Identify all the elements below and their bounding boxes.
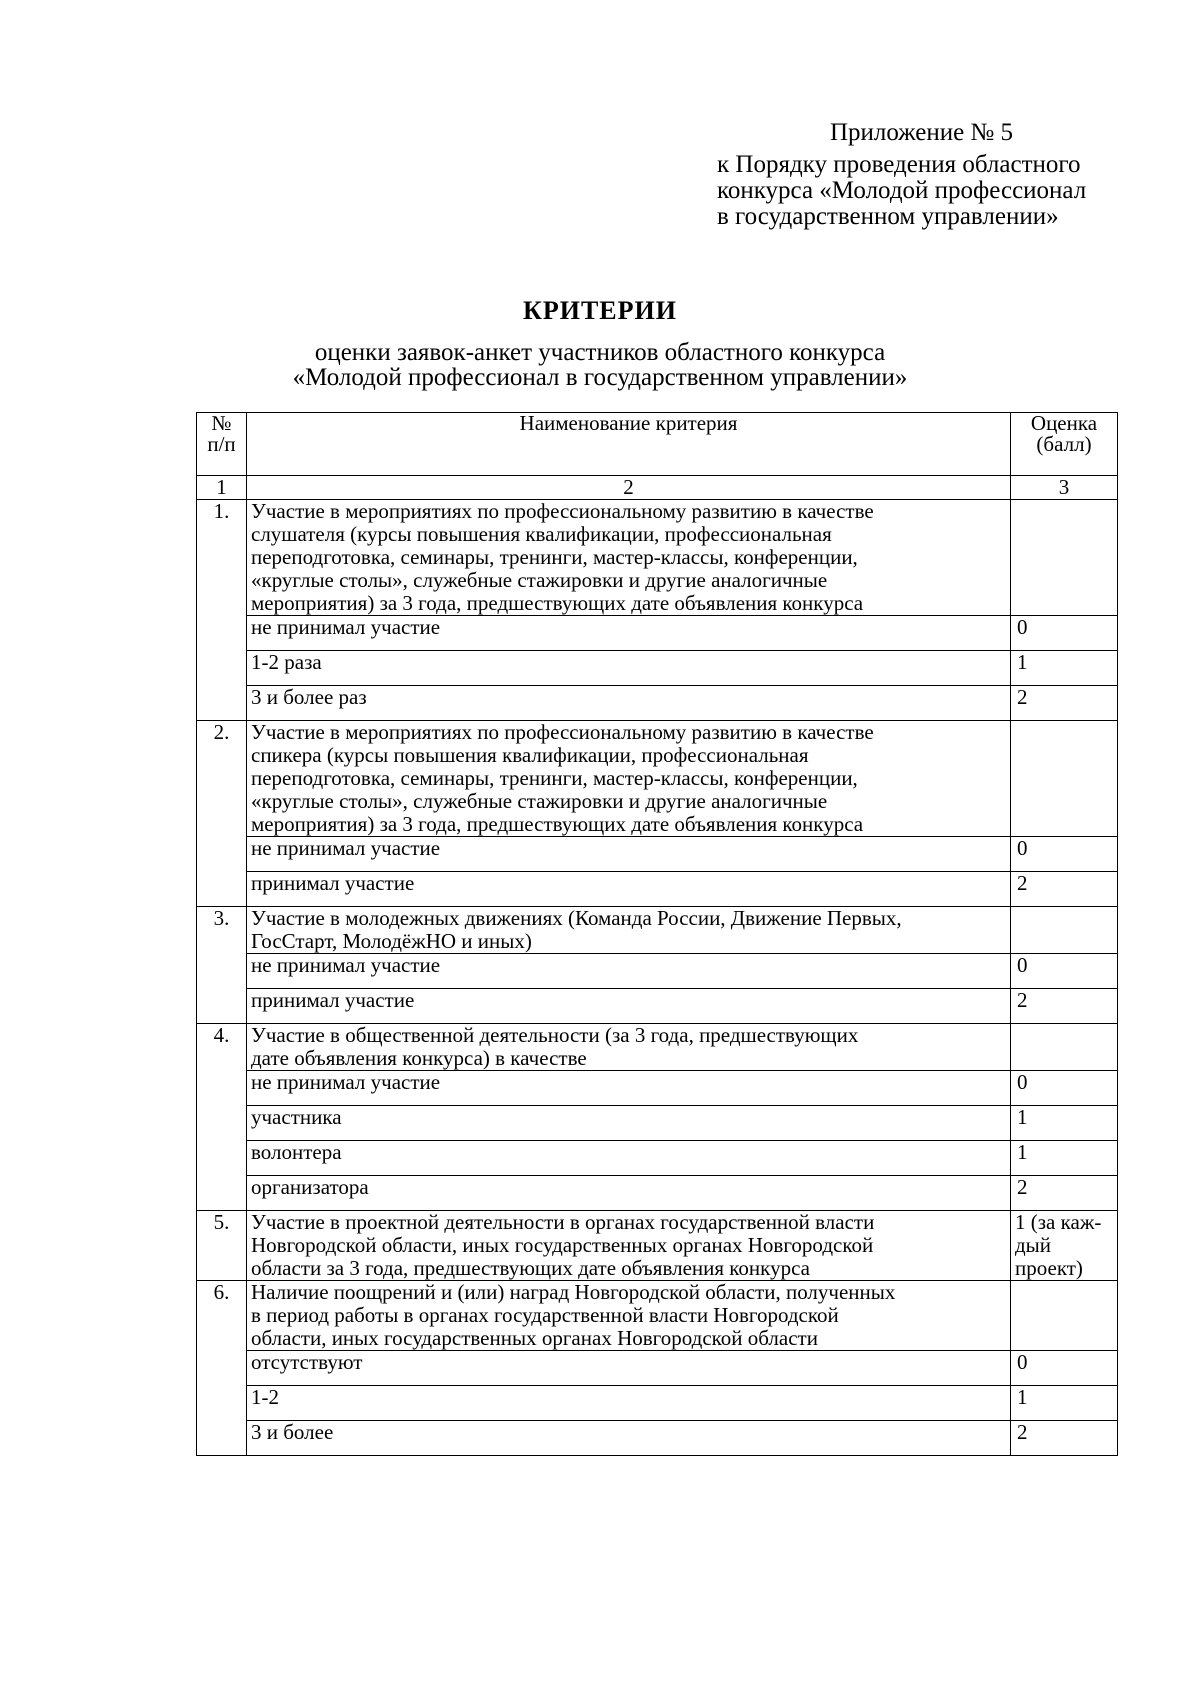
option-row [197, 1071, 1118, 1106]
header-score [1011, 413, 1118, 476]
criterion-text-line: слушателя (курсы повышения квалификации, профессиональная [251, 522, 832, 546]
criterion-text-line: переподготовка, семинары, тренинги, мастер-классы, конференции, [251, 766, 858, 790]
criterion-score [1011, 1024, 1118, 1071]
criterion-text-line: Участие в молодежных движениях (Команда России, Движение Первых, [251, 906, 902, 930]
option-row [197, 686, 1118, 721]
option-label: участника [247, 1106, 1011, 1141]
appendix-line: к Порядку проведения областного [717, 151, 1081, 178]
criterion-text-line: Участие в мероприятиях по профессиональному развитию в качестве [251, 499, 874, 523]
criterion-text-line: области, иных государственных органах Новгородской области [251, 1326, 818, 1350]
criterion-text-line: дате объявления конкурса) в качестве [251, 1046, 587, 1070]
criterion-text-line: Участие в общественной деятельности (за 3 года, предшествующих [251, 1023, 859, 1047]
option-label: отсутствуют [247, 1351, 1011, 1386]
index-cell: 1 [197, 476, 247, 500]
option-score: 1 [1011, 1141, 1118, 1176]
option-row [197, 872, 1118, 907]
option-row [197, 651, 1118, 686]
appendix-block [717, 120, 1177, 230]
option-label: не принимал участие [247, 1071, 1011, 1106]
criterion-text [247, 721, 1011, 837]
criterion-score-line: 1 (за каж- [1015, 1210, 1102, 1234]
option-label: принимал участие [247, 989, 1011, 1024]
option-row [197, 954, 1118, 989]
criterion-row [197, 1211, 1118, 1281]
option-label: принимал участие [247, 872, 1011, 907]
option-label: волонтера [247, 1141, 1011, 1176]
option-score: 1 [1011, 1106, 1118, 1141]
option-row [197, 1141, 1118, 1176]
option-row [197, 837, 1118, 872]
option-label: 1-2 раза [247, 651, 1011, 686]
criterion-text-line: мероприятия) за 3 года, предшествующих дате объявления конкурса [251, 812, 864, 836]
option-score: 2 [1011, 1176, 1118, 1211]
document-title: КРИТЕРИИ [523, 296, 677, 325]
header-num-abbr: п/п [207, 432, 236, 456]
criterion-score [1011, 907, 1118, 954]
index-cell: 2 [247, 476, 1011, 500]
criterion-number: 4. [197, 1024, 247, 1211]
option-score: 0 [1011, 954, 1118, 989]
criterion-text [247, 500, 1011, 616]
criterion-score-line: проект) [1015, 1256, 1083, 1280]
option-label: не принимал участие [247, 616, 1011, 651]
header-num [197, 413, 247, 476]
option-row [197, 1106, 1118, 1141]
criterion-text-line: ГосСтарт, МолодёжНО и иных) [251, 929, 532, 953]
criterion-row [197, 500, 1118, 616]
option-score: 0 [1011, 837, 1118, 872]
criterion-text-line: переподготовка, семинары, тренинги, мастер-классы, конференции, [251, 545, 858, 569]
option-row [197, 616, 1118, 651]
criterion-text [247, 907, 1011, 954]
criteria-table [196, 412, 1118, 1456]
criterion-score-line: дый [1015, 1233, 1052, 1257]
criterion-text-line: Наличие поощрений и (или) наград Новгородской области, полученных [251, 1280, 896, 1304]
option-label: 3 и более раз [247, 686, 1011, 721]
criterion-number: 1. [197, 500, 247, 721]
criterion-text [247, 1281, 1011, 1351]
header-num-symbol: № [211, 411, 232, 435]
option-row [197, 1421, 1118, 1456]
option-row [197, 989, 1118, 1024]
option-row [197, 1176, 1118, 1211]
table-index-row [197, 476, 1118, 500]
option-label: не принимал участие [247, 954, 1011, 989]
subtitle-line: «Молодой профессионал в государственном управлении» [292, 364, 908, 391]
criterion-text-line: Участие в проектной деятельности в органах государственной власти [251, 1210, 875, 1234]
header-score-unit: (балл) [1036, 432, 1092, 456]
option-score: 0 [1011, 616, 1118, 651]
criterion-score [1011, 1281, 1118, 1351]
option-score: 1 [1011, 1386, 1118, 1421]
option-label: 1-2 [247, 1386, 1011, 1421]
option-row [197, 1351, 1118, 1386]
appendix-line: в государственном управлении» [717, 203, 1059, 230]
option-score: 0 [1011, 1071, 1118, 1106]
criterion-number: 6. [197, 1281, 247, 1456]
criterion-score [1011, 1211, 1118, 1281]
criterion-number: 5. [197, 1211, 247, 1281]
criterion-text-line: Новгородской области, иных государственных органах Новгородской [251, 1233, 874, 1257]
criterion-score [1011, 721, 1118, 837]
option-score: 0 [1011, 1351, 1118, 1386]
header-score-title: Оценка [1030, 411, 1098, 435]
appendix-number: Приложение № 5 [830, 119, 1014, 146]
option-label: не принимал участие [247, 837, 1011, 872]
criterion-text [247, 1024, 1011, 1071]
criterion-text-line: области за 3 года, предшествующих дате объявления конкурса [251, 1256, 810, 1280]
criterion-row [197, 1281, 1118, 1351]
subtitle-line: оценки заявок-анкет участников областного конкурса [314, 339, 886, 366]
option-score: 2 [1011, 686, 1118, 721]
option-score: 2 [1011, 1421, 1118, 1456]
criterion-score [1011, 500, 1118, 616]
criterion-row [197, 1024, 1118, 1071]
option-score: 2 [1011, 872, 1118, 907]
option-score: 2 [1011, 989, 1118, 1024]
appendix-line: конкурса «Молодой профессионал [717, 177, 1087, 204]
criterion-text [247, 1211, 1011, 1281]
criterion-number: 3. [197, 907, 247, 1024]
criterion-text-line: в период работы в органах государственной власти Новгородской [251, 1303, 839, 1327]
table-header-row [197, 413, 1118, 476]
criterion-text-line: мероприятия) за 3 года, предшествующих дате объявления конкурса [251, 591, 864, 615]
header-name: Наименование критерия [247, 413, 1011, 476]
criterion-text-line: спикера (курсы повышения квалификации, профессиональная [251, 743, 809, 767]
document-subtitle [0, 340, 1200, 390]
option-label: 3 и более [247, 1421, 1011, 1456]
criterion-text-line: Участие в мероприятиях по профессиональному развитию в качестве [251, 720, 874, 744]
criterion-row [197, 907, 1118, 954]
option-label: организатора [247, 1176, 1011, 1211]
criterion-row [197, 721, 1118, 837]
option-row [197, 1386, 1118, 1421]
criterion-text-line: «круглые столы», служебные стажировки и другие аналогичные [251, 568, 828, 592]
option-score: 1 [1011, 651, 1118, 686]
criterion-number: 2. [197, 721, 247, 907]
index-cell: 3 [1011, 476, 1118, 500]
criterion-text-line: «круглые столы», служебные стажировки и другие аналогичные [251, 789, 828, 813]
